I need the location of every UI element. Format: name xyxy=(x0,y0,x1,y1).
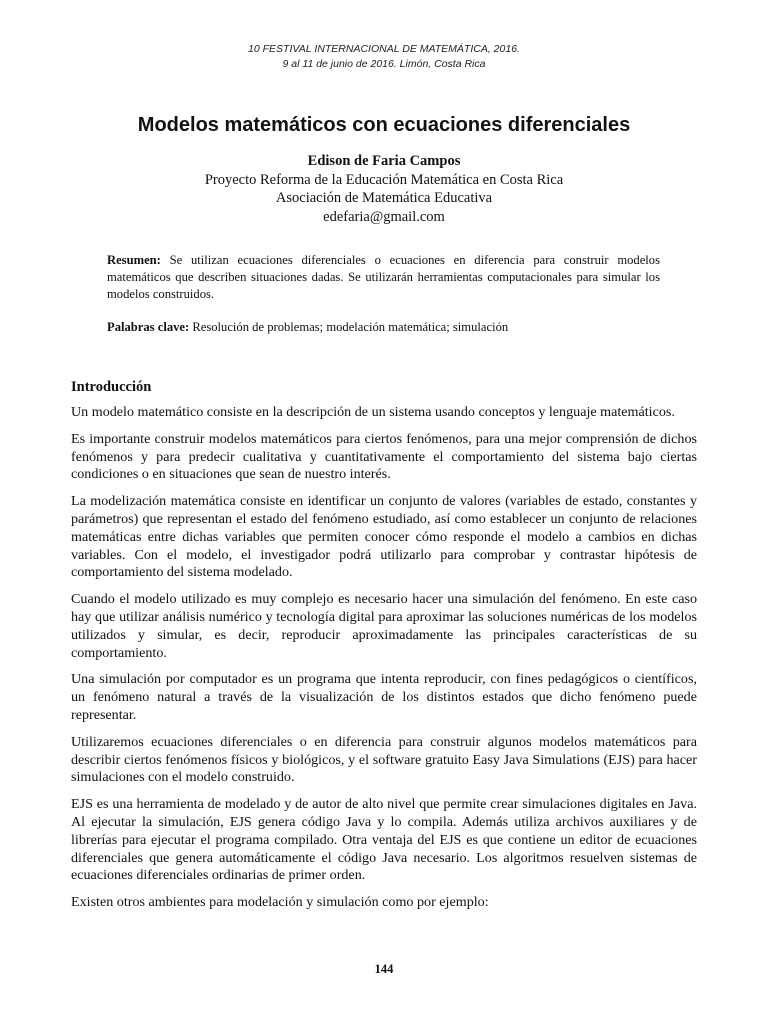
author-name: Edison de Faria Campos xyxy=(307,153,461,169)
section-heading: Introducción xyxy=(71,379,152,395)
author-affiliation-1: Proyecto Reforma de la Educación Matemática en Costa Rica xyxy=(204,171,564,188)
paragraph: La modelización matemática consiste en identificar un conjunto de valores (variables de estado, constantes y parámetros) que representan el estado del fenómeno estudiado, así como establecer un conjunto de relaciones matemáticas entre dichas variables que permiten conocer cómo responde el modelo a cambios en dichas variables. Con el modelo, el investigador podrá utilizarlo para comprobar y contrastar hipótesis de comportamiento del sistema modelado. xyxy=(71,493,697,581)
author-block xyxy=(0,152,768,226)
abstract-text: Se utilizan ecuaciones diferenciales o ecuaciones en diferencia para construir modelos matemáticos que describen situaciones dadas. Se utilizarán herramientas computacionales para simular los modelos construidos. xyxy=(107,253,660,301)
abstract xyxy=(107,252,660,303)
abstract-label: Resumen: xyxy=(107,253,161,267)
page-number: 144 xyxy=(374,962,394,976)
paper-title: Modelos matemáticos con ecuaciones diferenciales xyxy=(137,114,631,136)
author-email: edefaria@gmail.com xyxy=(323,208,445,225)
header-line-2: 9 al 11 de junio de 2016. Limón, Costa Rica xyxy=(282,58,486,70)
running-header xyxy=(0,42,768,72)
author-affiliation-2: Asociación de Matemática Educativa xyxy=(275,190,493,206)
paragraph: Utilizaremos ecuaciones diferenciales o en diferencia para construir algunos modelos matemáticos para describir ciertos fenómenos físicos y biológicos, y el software gratuito Easy Java Simulations (EJS) para hacer simulaciones con el modelo construido. xyxy=(71,733,697,786)
paragraph: EJS es una herramienta de modelado y de autor de alto nivel que permite crear simulaciones digitales en Java. Al ejecutar la simulación, EJS genera código Java y lo compila. Además utiliza archivos auxiliares y de librerías para ejecutar el programa compilado. Otra ventaja del EJS es que contiene un editor de ecuaciones diferenciales que genera automáticamente el código Java necesario. Los algoritmos resuelven sistemas de ecuaciones diferenciales ordinarias de primer orden. xyxy=(71,796,697,884)
paragraph: Es importante construir modelos matemáticos para ciertos fenómenos, para una mejor comprensión de dichos fenómenos y para predecir cualitativa y cuantitativamente el comportamiento del sistema bajo ciertas condiciones o en situaciones que sean de nuestro interés. xyxy=(71,430,697,483)
keywords-text: Resolución de problemas; modelación matemática; simulación xyxy=(192,320,509,334)
section-body xyxy=(71,404,697,921)
paragraph: Una simulación por computador es un programa que intenta reproducir, con fines pedagógicos o científicos, un fenómeno natural a través de la visualización de los distintos estados que dicho fenómeno puede representar. xyxy=(71,671,697,723)
paragraph: Un modelo matemático consiste en la descripción de un sistema usando conceptos y lenguaje matemáticos. xyxy=(71,404,675,420)
keywords xyxy=(107,319,660,336)
paragraph: Cuando el modelo utilizado es muy complejo es necesario hacer una simulación del fenómeno. En este caso hay que utilizar análisis numérico y tecnología digital para aproximar las soluciones numéricas de los modelos utilizados y simular, es decir, reproducir aproximadamente las principales características de su comportamiento. xyxy=(71,591,697,661)
paragraph: Existen otros ambientes para modelación y simulación como por ejemplo: xyxy=(71,894,489,911)
header-line-1: 10 FESTIVAL INTERNACIONAL DE MATEMÁTICA, 2016. xyxy=(248,43,520,55)
keywords-label: Palabras clave: xyxy=(107,320,190,334)
